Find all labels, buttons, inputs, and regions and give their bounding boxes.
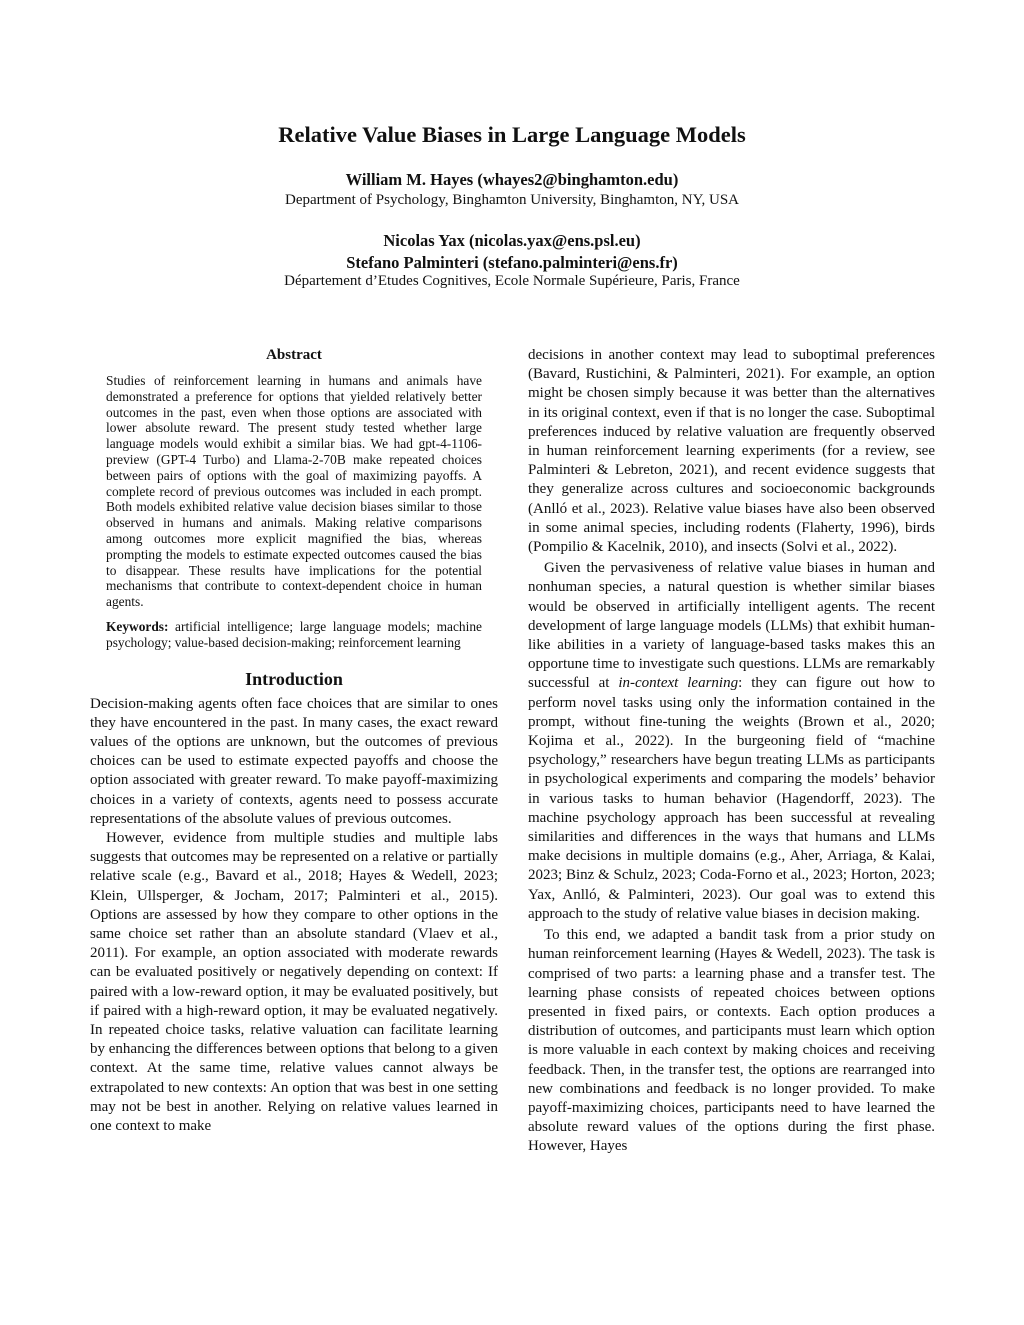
author-yax: Nicolas Yax (nicolas.yax@ens.psl.eu) — [383, 231, 641, 250]
affiliation-ens: Département d’Etudes Cognitives, Ecole Normale Supérieure, Paris, France — [284, 273, 740, 289]
intro-paragraph-2-continued: decisions in another context may lead to suboptimal preferences (Bavard, Rustichini, & Palminteri, 2021). For example, an option might be chosen simply because it was better than the alternatives in its original context, even if that is no longer the case. Suboptimal preferences induced by relative valuation are frequently observed in human reinforcement learning experiments (for a review, see Palminteri & Lebreton, 2021), and recent evidence suggests that they generalize across cultures and socioeconomic backgrounds (Anlló et al., 2023). Relative value biases have also been observed in some animal species, including rodents (Flaherty, 1996), birds (Pompilio & Kacelnik, 2010), and insects (Solvi et al., 2022). — [528, 347, 935, 556]
in-context-learning-term: in-context learning — [618, 675, 739, 692]
intro-paragraph-1: Decision-making agents often face choices that are similar to ones they have encountered in the past. In many cases, the exact reward values of the options are unknown, but the outcomes of previous choices can be used to estimate expected payoffs and choose the option associated with greater reward. To make payoff-maximizing choices in a variety of contexts, agents need to possess accurate representations of the absolute values of previous outcomes. — [90, 695, 498, 827]
intro-paragraph-4: To this end, we adapted a bandit task from a prior study on human reinforcement learning (Hayes & Wedell, 2023). The task is comprised of two parts: a learning phase and a transfer test. The learning phase consists of repeated choices between options presented in fixed pairs, or contexts. Each option produces a distribution of outcomes, and participants must learn which option is more valuable in each context by making choices and receiving feedback. Then, in the transfer test, the options are rearranged into new combinations and feedback is no longer provided. To make payoff-maximizing choices, participants need to have learned the absolute reward values of the options during the first phase. However, Hayes — [528, 927, 935, 1155]
keywords-list: artificial intelligence; large language models; machine psychology; value-based decision-making; reinforcement learning — [106, 618, 482, 650]
abstract-heading: Abstract — [266, 347, 322, 363]
intro-paragraph-3-part-b: : they can figure out how to perform novel tasks using only the information contained in the prompt, without fine-tuning the weights (Brown et al., 2020; Kojima et al., 2022). In the burgeoning field of “machine psychology,” researchers have begun treating LLMs as participants in psychological experiments and comparing the models’ behavior in various tasks to human behavior (Hagendorff, 2023). The machine psychology approach has been successful at revealing similarities and differences in the ways that humans and LLMs make decisions in multiple domains (e.g., Aher, Arriaga, & Kalai, 2023; Binz & Schulz, 2023; Coda-Forno et al., 2023; Horton, 2023; Yax, Anlló, & Palminteri, 2023). Our goal was to extend this approach to the study of relative value biases in decision making. — [528, 675, 935, 922]
author-palminteri: Stefano Palminteri (stefano.palminteri@ens.fr) — [346, 253, 678, 272]
intro-paragraph-2: However, evidence from multiple studies and multiple labs suggests that outcomes may be represented on a relative or partially relative scale (e.g., Bavard et al., 2018; Hayes & Wedell, 2023; Klein, Ullsperger, & Jocham, 2017; Palminteri et al., 2015). Options are assessed by how they compare to other options in the same choice set rather than an absolute standard (Vlaev et al., 2011). For example, an option associated with moderate rewards can be evaluated positively or negatively depending on context: If paired with a low-reward option, it may be evaluated positively, but if paired with a high-reward option, it may be evaluated negatively. In repeated choice tasks, relative valuation can facilitate learning by enhancing the differences between options that belong to a given context. At the same time, relative values cannot always be extrapolated to new contexts: An option that was best in one setting may not be best in another. Relying on relative values learned in one context to make — [90, 829, 498, 1135]
keywords — [106, 619, 482, 651]
paper-title: Relative Value Biases in Large Language Models — [278, 122, 746, 147]
right-column — [528, 346, 935, 1157]
left-column — [90, 345, 498, 1136]
introduction-heading: Introduction — [245, 668, 343, 689]
intro-paragraph-3-part-a: Given the pervasiveness of relative value biases in human and nonhuman species, a natural question is whether similar biases would be observed in artificially intelligent agents. The recent development of large language models (LLMs) that exhibit human-like abilities in a variety of language-based tasks makes this an opportune time to investigate such questions. LLMs are remarkably successful at — [528, 560, 935, 692]
affiliation-binghamton: Department of Psychology, Binghamton University, Binghamton, NY, USA — [285, 192, 739, 208]
intro-paragraph-3 — [528, 559, 935, 924]
author-hayes: William M. Hayes (whayes2@binghamton.edu) — [345, 170, 679, 189]
keywords-label: Keywords: — [106, 618, 169, 634]
abstract-text: Studies of reinforcement learning in humans and animals have demonstrated a preference for options that yielded relatively better outcomes in the past, even when those options are associated with lower absolute reward. The present study tested whether large language models would exhibit a similar bias. We had gpt-4-1106-preview (GPT-4 Turbo) and Llama-2-70B make repeated choices between pairs of options with the goal of maximizing payoffs. A complete record of previous outcomes was included in each prompt. Both models exhibited relative value decision biases similar to those observed in humans and animals. Making relative comparisons among outcomes more explicit magnified the bias, whereas prompting the models to estimate expected outcomes caused the bias to disappear. These results have implications for the potential mechanisms that contribute to context-dependent choice in human agents. — [106, 373, 482, 610]
